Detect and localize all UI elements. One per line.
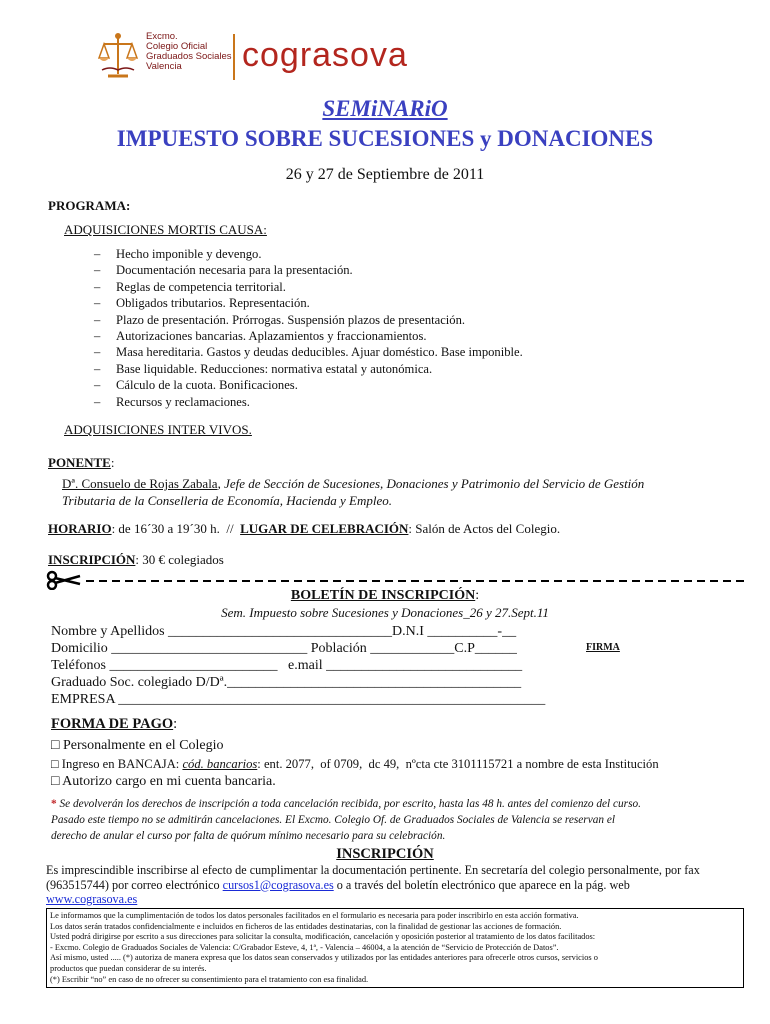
pago-option-cargo[interactable]: □ Autorizo cargo en mi cuenta bancaria. <box>51 774 276 789</box>
seminario-heading: SEMiNARiO <box>322 96 448 121</box>
boletin-subtitle: Sem. Impuesto sobre Sucesiones y Donaciones_26 y 27.Sept.11 <box>221 605 549 620</box>
list-item: – Plazo de presentación. Prórrogas. Suspensión plazos de presentación. <box>94 312 466 327</box>
ponente-name: Dª. Consuelo de Rojas Zabala <box>62 476 218 491</box>
asterisk-icon: * <box>51 798 57 810</box>
list-item: – Hecho imponible y devengo. <box>94 247 262 261</box>
inscripcion-heading: INSCRIPCIÓN <box>336 846 434 862</box>
scissors-icon <box>48 572 80 589</box>
pago-option-personal[interactable]: □ Personalmente en el Colegio <box>51 738 224 753</box>
list-item: – Reglas de competencia territorial. <box>94 279 286 294</box>
cancelacion-note: * Se devolverán los derechos de inscripción a toda cancelación recibida, por escrito, hasta las 48 h. antes del comienzo del curso. Pasado este tiempo no se admitirán cancelaciones. El Excmo. Colegio Of. de Graduados Sociales de Valencia se reservan el derecho de anular el curso por falta de quórum mínimo necesario para su celebración. <box>51 798 641 842</box>
cut-line <box>46 570 746 590</box>
inscripcion-price: INSCRIPCIÓN: 30 € colegiados <box>48 552 224 567</box>
list-item: – Obligados tributarios. Representación. <box>94 296 310 311</box>
ponente-line2: Tributaria de la Conselleria de Economía, Hacienda y Empleo. <box>62 493 393 508</box>
form-row-telefonos[interactable]: Teléfonos ________________________ e.mail ____________________________ <box>51 658 523 673</box>
seminar-date: 26 y 27 de Septiembre de 2011 <box>285 166 485 183</box>
logo-divider <box>233 34 235 80</box>
privacy-disclaimer: Le informamos que la cumplimentación de todos los datos personales facilitados en el formulario es necesaria para poder inscribirlo en esta acción formativa. Los datos serán tratados confidencialmente e incluidos en ficheros de las entidades destinatarias, con la finalidad de gestionar las acciones de formación. Usted podrá dirigirse por escrito a sus direcciones para solicitar la consulta, modificación, cancelación y oposición posterior al tratamiento de los datos facilitados: - Excmo. Colegio de Graduados Sociales de Valencia: C/Grabador Esteve, 4, 1ª, - Valencia – 46004, a la atención de “Servicio de Protección de Datos”. Así mismo, usted ..... (*) autoriza de manera expresa que los datos sean conservados y utilizados por las entidades anteriores para ofrecerle otros cursos, servicios o productos que puedan considerar de su interés. (*) Escribir “no” en caso de no ofrecer su consentimiento para el tratamiento con esa finalidad. <box>46 908 744 988</box>
boletin-heading: BOLETÍN DE INSCRIPCIÓN: <box>290 588 480 603</box>
list-item: – Cálculo de la cuota. Bonificaciones. <box>94 378 298 393</box>
mortis-causa-label: ADQUISICIONES MORTIS CAUSA: <box>64 222 267 237</box>
ponente-heading: PONENTE: <box>48 455 115 470</box>
form-row-graduado[interactable]: Graduado Soc. colegiado D/Dª.__________________________________________ <box>51 675 522 690</box>
list-item: – Base liquidable. Reducciones: normativa estatal y autonómica. <box>94 361 433 376</box>
firma-label: FIRMA <box>586 642 620 653</box>
programa-label: PROGRAMA: <box>48 198 131 213</box>
inter-vivos-label: ADQUISICIONES INTER VIVOS. <box>64 422 252 437</box>
ponente-line1: Dª. Consuelo de Rojas Zabala, Jefe de Sección de Sucesiones, Donaciones y Patrimonio del Servicio de Gestión <box>62 476 645 491</box>
web-link[interactable]: www.cograsova.es <box>46 892 138 906</box>
form-row-nombre[interactable]: Nombre y Apellidos ________________________________D.N.I __________-__ <box>51 624 517 639</box>
colegio-seal-icon <box>96 30 140 82</box>
email-link[interactable]: cursos1@cograsova.es <box>222 877 334 892</box>
pago-heading: FORMA DE PAGO: <box>51 716 178 732</box>
list-item: – Recursos y reclamaciones. <box>94 394 250 409</box>
form-row-empresa[interactable]: EMPRESA _____________________________________________________________ <box>51 692 546 707</box>
inscripcion-text: Es imprescindible inscribirse al efecto de cumplimentar la documentación pertinente. En secretaría del colegio personalmente, por fax (963515744) por correo electrónico cursos1@cograsova.es o a través del boletín electrónico que aparece en la pág. web www.cograsova.es <box>46 863 700 906</box>
brand-wordmark: cograsova <box>242 36 408 74</box>
colegio-name: Excmo. Colegio Oficial Graduados Sociales Valencia <box>146 31 232 72</box>
horario-line: HORARIO: de 16´30 a 19´30 h. // LUGAR DE CELEBRACIÓN: Salón de Actos del Colegio. <box>48 521 561 536</box>
seminar-title: IMPUESTO SOBRE SUCESIONES y DONACIONES <box>116 126 654 151</box>
list-item: – Autorizaciones bancarias. Aplazamientos y fraccionamientos. <box>94 329 427 344</box>
programa-list <box>94 246 523 410</box>
list-item: – Documentación necesaria para la presentación. <box>94 263 353 278</box>
form-row-domicilio[interactable]: Domicilio ____________________________ Población ____________C.P______ <box>51 641 517 656</box>
list-item: – Masa hereditaria. Gastos y deudas deducibles. Ajuar doméstico. Base imponible. <box>94 345 523 360</box>
pago-option-bancaja[interactable]: □ Ingreso en BANCAJA: cód. bancarios: ent. 2077, of 0709, dc 49, nºcta cte 3101115721 a nombre de esta Institución <box>51 757 659 771</box>
header-logo <box>96 30 426 90</box>
